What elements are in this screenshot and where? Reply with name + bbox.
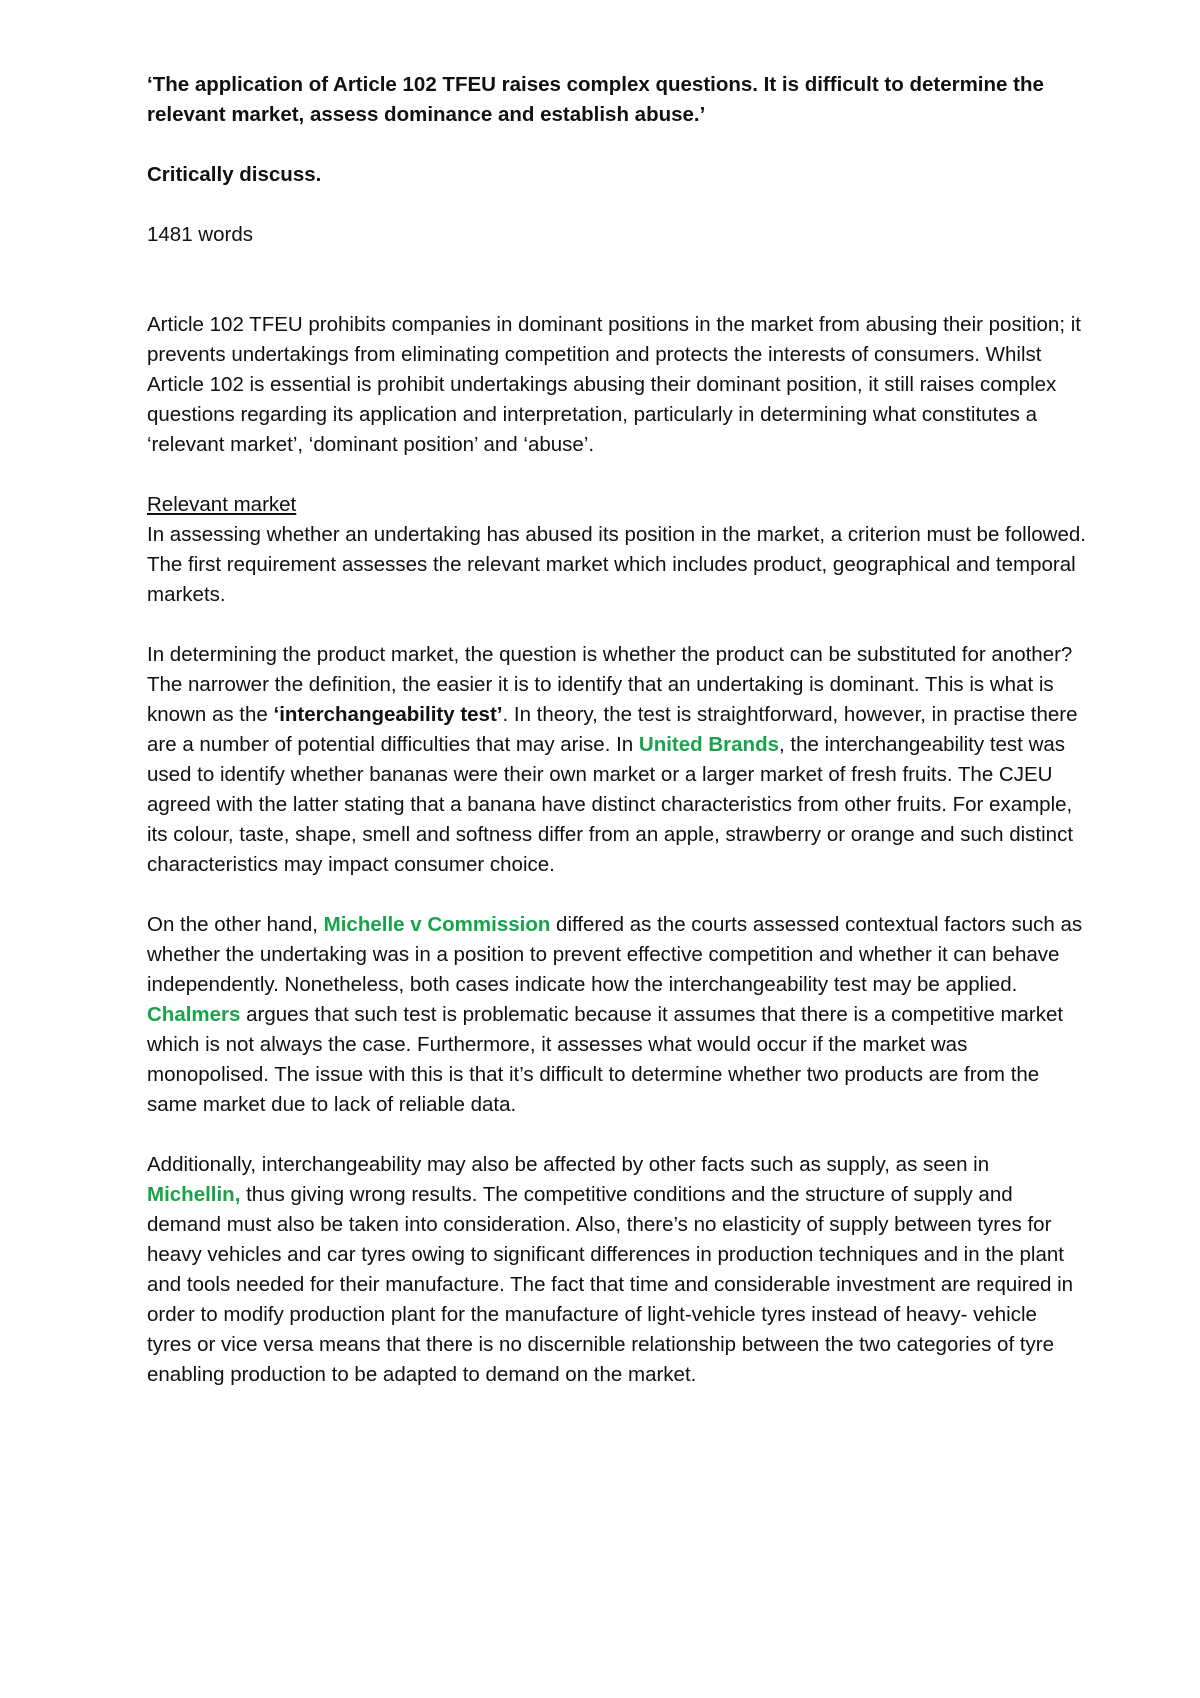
text-run: argues that such test is problematic because it assumes that there is a competitive market which is not always the case. Furthermore, it assesses what would occur if the market was monopolised. The issue with this is that it’s difficult to determine whether two products are from the same market due to lack of reliable data. bbox=[147, 1003, 1064, 1116]
paragraph-supply bbox=[147, 1150, 1087, 1390]
paragraph-michelle bbox=[147, 910, 1087, 1120]
paragraph-product-market bbox=[147, 640, 1087, 880]
text-run: thus giving wrong results. The competitive conditions and the structure of supply and demand must also be taken into consideration. Also, there’s no elasticity of supply between tyres for heavy vehicles and car tyres owing to significant differences in production techniques and in the plant and tools needed for their manufacture. The fact that time and considerable investment are required in order to modify production plant for the manufacture of light-vehicle tyres instead of heavy- vehicle tyres or vice versa means that there is no discernible relationship between the two categories of tyre enabling production to be adapted to demand on the market. bbox=[147, 1183, 1074, 1386]
paragraph-criterion: In assessing whether an undertaking has abused its position in the market, a criterion must be followed. The first requirement assesses the relevant market which includes product, geographical and temporal markets. bbox=[147, 523, 1086, 606]
text-run: . In theory, the test is straightforward, however, in practise there are a number of potential difficulties that may arise. In bbox=[147, 703, 1078, 756]
text-run: In determining the product market, the question is whether the product can be substituted for another? The narrower the definition, the easier it is to identify that an undertaking is dominant. This is what is known as the bbox=[147, 643, 1073, 726]
instruction: Critically discuss. bbox=[147, 163, 322, 186]
author-name-chalmers: Chalmers bbox=[147, 1003, 241, 1026]
case-name-michellin: Michellin, bbox=[147, 1183, 241, 1206]
intro-paragraph: Article 102 TFEU prohibits companies in dominant positions in the market from abusing their position; it prevents undertakings from eliminating competition and protects the interests of consumers. Whilst Article 102 is essential is prohibit undertakings abusing their dominant position, it still raises complex questions regarding its application and interpretation, particularly in determining what constitutes a ‘relevant market’, ‘dominant position’ and ‘abuse’. bbox=[147, 313, 1081, 456]
text-run: On the other hand, bbox=[147, 913, 324, 936]
document-page bbox=[147, 70, 1087, 1390]
text-run: differed as the courts assessed contextual factors such as whether the undertaking was in a position to prevent effective competition and whether it can behave independently. Nonetheless, both cases indicate how the interchangeability test may be applied. bbox=[147, 913, 1083, 996]
interchangeability-term: ‘interchangeability test’ bbox=[273, 703, 503, 726]
essay-question: ‘The application of Article 102 TFEU raises complex questions. It is difficult to determine the relevant market, assess dominance and establish abuse.’ bbox=[147, 73, 1044, 126]
section-heading-relevant-market: Relevant market bbox=[147, 493, 297, 516]
case-name-michelle: Michelle v Commission bbox=[323, 913, 551, 936]
word-count: 1481 words bbox=[147, 223, 253, 246]
text-run: , the interchangeability test was used to identify whether bananas were their own market or a larger market of fresh fruits. The CJEU agreed with the latter stating that a banana have distinct characteristics from other fruits. For example, its colour, taste, shape, smell and softness differ from an apple, strawberry or orange and such distinct characteristics may impact consumer choice. bbox=[147, 733, 1074, 876]
case-name-united-brands: United Brands bbox=[638, 733, 779, 756]
text-run: Additionally, interchangeability may also be affected by other facts such as supply, as seen in bbox=[147, 1153, 990, 1176]
